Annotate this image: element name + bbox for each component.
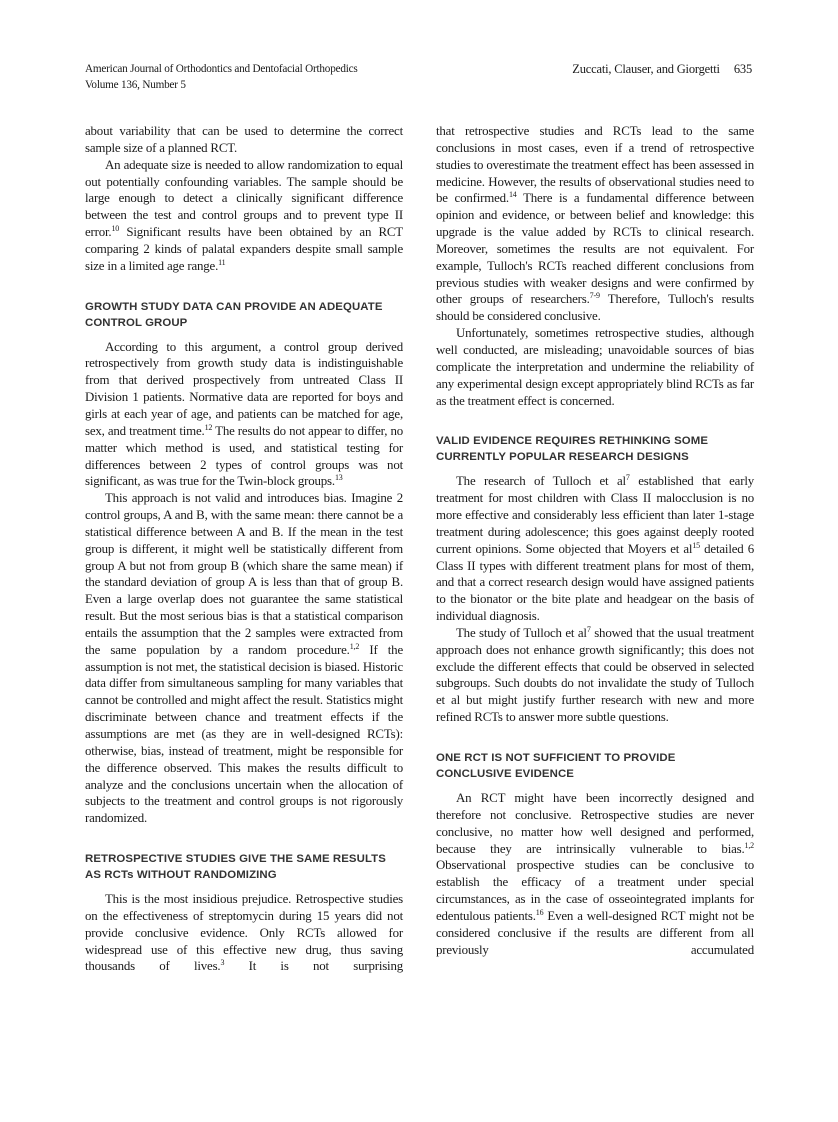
text-run: ONE RCT IS NOT SUFFICIENT TO PROVIDE CONCLUSIVE EVIDENCE bbox=[436, 752, 676, 780]
body-paragraph bbox=[436, 123, 754, 325]
text-run: An adequate size is needed to allow randomization to equal out potentially confounding variables. The sample should be large enough to detect a clinically significant difference between the test and control groups and to prevent type II error. bbox=[85, 157, 403, 240]
right-column bbox=[436, 123, 754, 958]
text-run: An RCT might have been incorrectly designed and therefore not conclusive. Retrospective studies are never conclusive, no matter how well designed and performed, because they are intrinsically vulnerable to bias. bbox=[436, 791, 754, 856]
body-paragraph bbox=[436, 325, 754, 409]
left-column bbox=[85, 123, 403, 975]
running-header-right bbox=[572, 62, 752, 78]
section-heading bbox=[436, 750, 754, 782]
text-run: Unfortunately, sometimes retrospective studies, although well conducted, are misleading; unavoidable sources of bias complicate the interpretation and undermine the reliability of any experimental design except appropriately blind RCTs as far as the treatment effect is concerned. bbox=[436, 326, 754, 408]
running-header-left bbox=[85, 62, 358, 93]
text-run: GROWTH STUDY DATA CAN PROVIDE AN ADEQUATE CONTROL GROUP bbox=[85, 300, 383, 329]
text-run: about variability that can be used to determine the correct sample size of a planned RCT. bbox=[85, 124, 403, 155]
text-run: that retrospective studies and RCTs lead to the same conclusions in most cases, even if a trend of retrospective studies to overestimate the treatment effect has been assessed in medicine. However, the results of observational studies need to be confirmed. bbox=[436, 124, 754, 206]
body-paragraph bbox=[85, 123, 403, 157]
text-run: This is the most insidious prejudice. Retrospective studies on the effectiveness of streptomycin during 15 years did not provide conclusive evidence. Only RCTs allowed for widespread use of this effective new drug, thus saving thousands of lives. bbox=[85, 892, 403, 974]
text-run: RETROSPECTIVE STUDIES GIVE THE SAME RESULTS AS RCTs WITHOUT RANDOMIZING bbox=[85, 853, 386, 882]
journal-volume: Volume 136, Number 5 bbox=[85, 78, 186, 91]
body-paragraph bbox=[85, 157, 403, 275]
text-run: detailed 6 Class II types with different treatment plans for most of them, and that a correct research design would have assigned patients to the bionator or the bite plate and headgear on the basis of individual diagnosis. bbox=[436, 541, 754, 624]
text-run: There is a fundamental difference between opinion and evidence, or between belief and knowledge: this upgrade is the value added by RCTs to clinical research. Moreover, sometimes the results are not equivalent. For example, Tulloch's RCTs reached different conclusions from previous studies with weaker designs and were confirmed by other groups of researchers. bbox=[436, 191, 754, 307]
text-run: The study of Tulloch et al bbox=[455, 625, 587, 640]
text-run: According to this argument, a control group derived retrospectively from growth study data is indistinguishable from that derived prospectively from untreated Class II Division 1 patients. Normative data are reported for boys and girls at each year of age, and patients can be matched for age, sex, and treatment time. bbox=[85, 339, 403, 438]
citation-reference: 10 bbox=[111, 224, 120, 234]
journal-title: American Journal of Orthodontics and Dentofacial Orthopedics bbox=[85, 63, 358, 75]
section-heading bbox=[436, 433, 754, 465]
page-number: 635 bbox=[733, 62, 752, 76]
citation-reference: 13 bbox=[334, 473, 343, 483]
citation-reference: 14 bbox=[508, 190, 517, 200]
text-run: Significant results have been obtained by an RCT comparing 2 kinds of palatal expanders despite small sample size in a limited age range. bbox=[85, 225, 403, 273]
section-heading bbox=[85, 299, 403, 331]
citation-reference: 7-9 bbox=[589, 291, 600, 301]
section-heading bbox=[85, 851, 403, 883]
citation-reference: 16 bbox=[535, 907, 544, 917]
authors: Zuccati, Clauser, and Giorgetti bbox=[572, 62, 720, 76]
text-run: VALID EVIDENCE REQUIRES RETHINKING SOME CURRENTLY POPULAR RESEARCH DESIGNS bbox=[436, 435, 709, 464]
body-paragraph bbox=[85, 339, 403, 491]
citation-reference: 1,2 bbox=[744, 840, 754, 850]
text-run: established that early treatment for most children with Class II malocclusion is no more effective and considerably less efficient than later 1-stage treatment during adolescence; this goes against deeply rooted current opinions. Some objected that Moyers et al bbox=[436, 474, 754, 556]
citation-reference: 15 bbox=[692, 540, 700, 550]
body-paragraph bbox=[85, 490, 403, 827]
text-run: If the assumption is not met, the statistical decision is biased. Historic data differ from simultaneous sampling for many variables that cannot be controlled and might affect the result. Statistics might discriminate between chance and treatment effects if the assumptions are met (as they are in well-designed RCTs): otherwise, bias, instead of treatment, might be responsible for the difference observed. This makes the results difficult to analyze and the conclusions uncertain when the allocation of subjects to the treatment and control groups is not rigorously randomized. bbox=[85, 642, 403, 826]
citation-reference: 7 bbox=[586, 624, 591, 634]
text-run: Even a well-designed RCT might not be considered conclusive if the results are different from all previously accumulated bbox=[436, 908, 754, 957]
text-run: The research of Tulloch et al bbox=[455, 474, 626, 489]
text-run: Observational prospective studies can be conclusive to establish the efficacy of a treatment under special circumstances, as in the case of osseointegrated implants for edentulous patients. bbox=[436, 858, 754, 923]
text-run: This approach is not valid and introduces bias. Imagine 2 control groups, A and B, with the same mean: there cannot be a statistical difference between A and B. If the mean in the test group is different, it might well be statistically different from group A but not from group B (which share the same mean) if the standard deviation of group A is less than that of group B. Even a large overlap does not guarantee the same statistical result. But the most serious bias is that a statistical comparison entails the assumption that the 2 samples were extracted from the same population by a random procedure. bbox=[85, 491, 403, 657]
body-paragraph bbox=[436, 625, 754, 726]
text-run: It is not surprising bbox=[224, 959, 403, 974]
citation-reference: 7 bbox=[625, 473, 630, 483]
text-run: showed that the usual treatment approach does not enhance growth significantly; this does not exclude the different effects that could be observed in selected subgroups. Such doubts do not invalidate the study of Tulloch et al but might justify further research with new and more refined RCTs to answer more subtle questions. bbox=[436, 625, 754, 725]
body-paragraph bbox=[436, 790, 754, 958]
body-paragraph bbox=[436, 473, 754, 625]
citation-reference: 1,2 bbox=[349, 641, 360, 651]
body-paragraph bbox=[85, 891, 403, 975]
text-run: The results do not appear to differ, no matter which method is used, and statistical testing for differences between 2 types of control groups was not significant, as was true for the Twin-block groups. bbox=[85, 423, 403, 489]
text-run: Therefore, Tulloch's results should be considered conclusive. bbox=[436, 292, 754, 324]
citation-reference: 12 bbox=[204, 422, 213, 432]
citation-reference: 3 bbox=[220, 958, 225, 968]
citation-reference: 11 bbox=[218, 257, 226, 267]
